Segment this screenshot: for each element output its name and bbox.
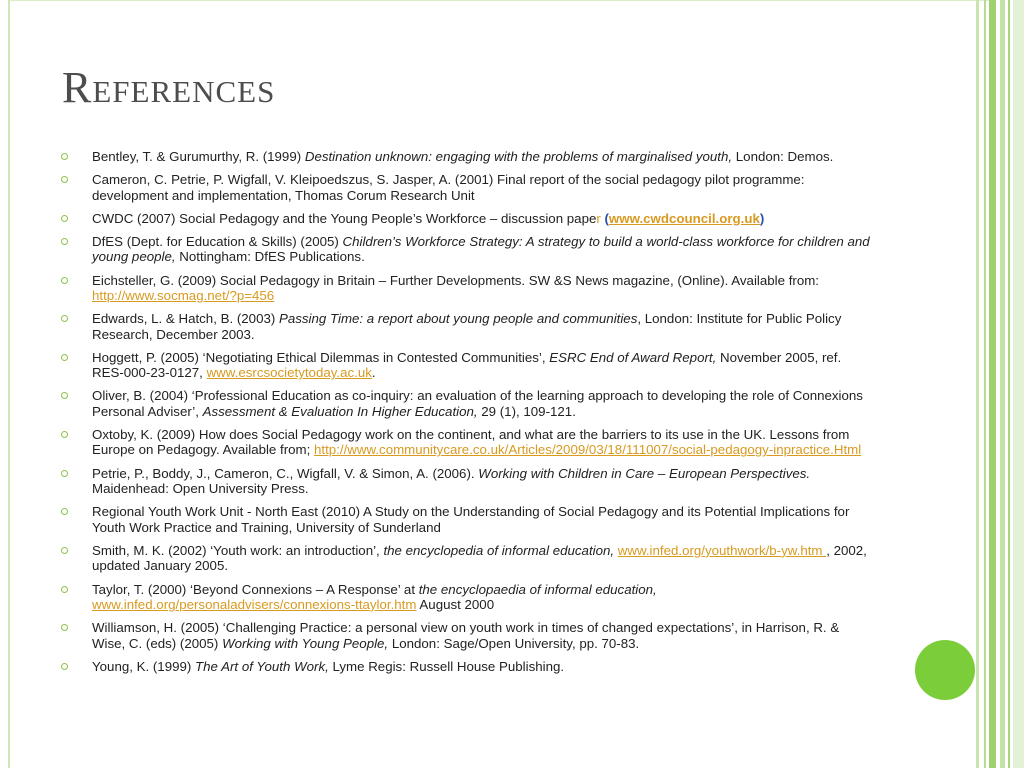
- reference-item: Hoggett, P. (2005) ‘Negotiating Ethical Dilemmas in Contested Communities’, ESRC End of Award Report, November 2005, ref. RES-000-23-0127, www.esrcsocietytoday.ac.uk.: [60, 350, 876, 381]
- reference-item: DfES (Dept. for Education & Skills) (2005) Children’s Workforce Strategy: A strategy to build a world-class workforce for children and young people, Nottingham: DfES Publications.: [60, 234, 876, 265]
- bullet-icon: [61, 392, 68, 399]
- bullet-icon: [61, 508, 68, 515]
- reference-item: Edwards, L. & Hatch, B. (2003) Passing Time: a report about young people and communities, London: Institute for Public Policy Research, December 2003.: [60, 311, 876, 342]
- reference-link[interactable]: www.infed.org/personaladvisers/connexions-ttaylor.htm: [92, 596, 417, 612]
- bullet-icon: [61, 431, 68, 438]
- reference-link[interactable]: www.cwdcouncil.org.uk: [608, 210, 760, 226]
- reference-list: [60, 149, 876, 682]
- frame-top-line: [10, 0, 990, 1]
- bullet-icon: [61, 315, 68, 322]
- bullet-icon: [61, 176, 68, 183]
- reference-item: Cameron, C. Petrie, P. Wigfall, V. Kleipoedszus, S. Jasper, A. (2001) Final report of the social pedagogy pilot programme: development and implementation, Thomas Corum Research Unit: [60, 172, 876, 203]
- reference-item: Taylor, T. (2000) ‘Beyond Connexions – A Response’ at the encyclopaedia of informal education, www.infed.org/personaladvisers/connexions-ttaylor.htm August 2000: [60, 582, 876, 613]
- reference-item: Young, K. (1999) The Art of Youth Work, Lyme Regis: Russell House Publishing.: [60, 659, 876, 674]
- bullet-icon: [61, 354, 68, 361]
- reference-link[interactable]: http://www.communitycare.co.uk/Articles/2009/03/18/111007/social-pedagogy-inpractice.Html: [314, 442, 862, 458]
- reference-item: Regional Youth Work Unit - North East (2010) A Study on the Understanding of Social Pedagogy and its Potential Implications for Youth Work Practice and Training, University of Sunderland: [60, 504, 876, 535]
- bullet-icon: [61, 470, 68, 477]
- reference-link[interactable]: http://www.socmag.net/?p=456: [92, 288, 275, 304]
- page-title: References: [62, 63, 276, 112]
- bullet-icon: [61, 238, 68, 245]
- bullet-icon: [61, 663, 68, 670]
- decorative-stripes: [976, 0, 1024, 768]
- bullet-icon: [61, 547, 68, 554]
- reference-item: Oxtoby, K. (2009) How does Social Pedagogy work on the continent, and what are the barriers to its use in the UK. Lessons from Europe on Pedagogy. Available from; http://www.communitycare.co.uk/Articles/2009/03/18/111007/social-pedagogy-inpractice.Html: [60, 427, 876, 458]
- reference-item: Williamson, H. (2005) ‘Challenging Practice: a personal view on youth work in times of changed expectations’, in Harrison, R. & Wise, C. (eds) (2005) Working with Young People, London: Sage/Open University, pp. 70-83.: [60, 620, 876, 651]
- reference-link[interactable]: www.infed.org/youthwork/b-yw.htm: [617, 542, 827, 558]
- reference-item: Oliver, B. (2004) ‘Professional Education as co-inquiry: an evaluation of the learning approach to developing the role of Connexions Personal Adviser’, Assessment & Evaluation In Higher Education, 29 (1), 109-121.: [60, 388, 876, 419]
- bullet-icon: [61, 624, 68, 631]
- reference-item: CWDC (2007) Social Pedagogy and the Young People’s Workforce – discussion paper (www.cwdcouncil.org.uk): [60, 211, 876, 226]
- decorative-circle: [915, 640, 975, 700]
- bullet-icon: [61, 586, 68, 593]
- bullet-icon: [61, 215, 68, 222]
- reference-item: Petrie, P., Boddy, J., Cameron, C., Wigfall, V. & Simon, A. (2006). Working with Children in Care – European Perspectives. Maidenhead: Open University Press.: [60, 466, 876, 497]
- reference-item: Bentley, T. & Gurumurthy, R. (1999) Destination unknown: engaging with the problems of marginalised youth, London: Demos.: [60, 149, 876, 164]
- frame-left-line: [8, 0, 10, 768]
- bullet-icon: [61, 277, 68, 284]
- reference-link[interactable]: www.esrcsocietytoday.ac.uk: [206, 365, 372, 381]
- bullet-icon: [61, 153, 68, 160]
- reference-item: Smith, M. K. (2002) ‘Youth work: an introduction’, the encyclopedia of informal education, www.infed.org/youthwork/b-yw.htm , 2002, updated January 2005.: [60, 543, 876, 574]
- reference-item: Eichsteller, G. (2009) Social Pedagogy in Britain – Further Developments. SW &S News magazine, (Online). Available from: http://www.socmag.net/?p=456: [60, 273, 876, 304]
